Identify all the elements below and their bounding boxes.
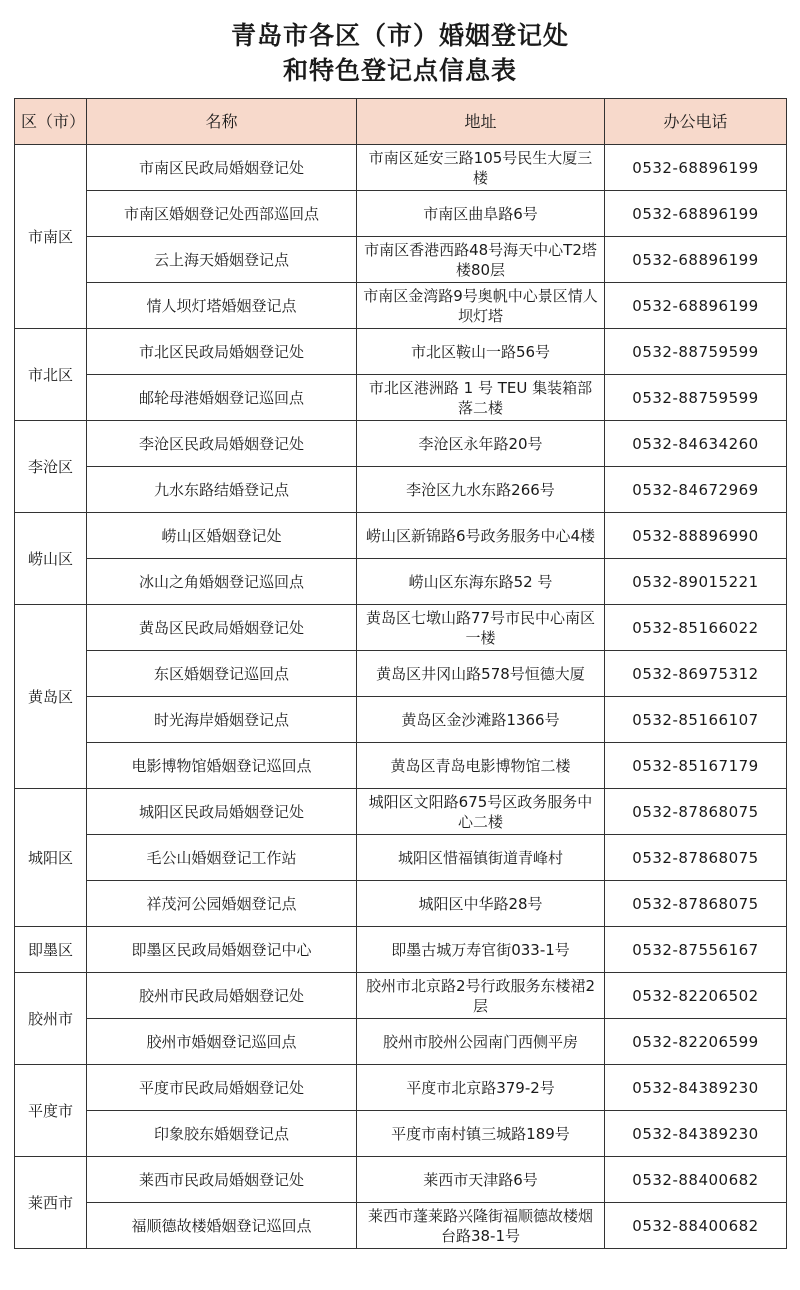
address-cell: 市南区延安三路105号民生大厦三楼 (357, 145, 605, 191)
address-cell: 黄岛区七墩山路77号市民中心南区一楼 (357, 605, 605, 651)
address-cell: 即墨古城万寿官街033-1号 (357, 927, 605, 973)
table-header-row (15, 99, 787, 145)
table-row (15, 191, 787, 237)
district-cell: 李沧区 (15, 421, 87, 513)
office-name-cell: 冰山之角婚姻登记巡回点 (87, 559, 357, 605)
table-row (15, 1019, 787, 1065)
office-name-cell: 城阳区民政局婚姻登记处 (87, 789, 357, 835)
address-cell: 平度市北京路379-2号 (357, 1065, 605, 1111)
table-row (15, 513, 787, 559)
office-name-cell: 黄岛区民政局婚姻登记处 (87, 605, 357, 651)
address-cell: 城阳区文阳路675号区政务服务中心二楼 (357, 789, 605, 835)
table-row (15, 375, 787, 421)
district-cell: 市南区 (15, 145, 87, 329)
address-cell: 城阳区中华路28号 (357, 881, 605, 927)
table-row (15, 329, 787, 375)
address-cell: 莱西市蓬莱路兴隆街福顺德故楼烟台路38-1号 (357, 1203, 605, 1249)
address-cell: 崂山区新锦路6号政务服务中心4楼 (357, 513, 605, 559)
office-name-cell: 东区婚姻登记巡回点 (87, 651, 357, 697)
office-name-cell: 云上海天婚姻登记点 (87, 237, 357, 283)
phone-cell: 0532-86975312 (605, 651, 787, 697)
address-cell: 黄岛区井冈山路578号恒德大厦 (357, 651, 605, 697)
office-name-cell: 福顺德故楼婚姻登记巡回点 (87, 1203, 357, 1249)
address-cell: 崂山区东海东路52 号 (357, 559, 605, 605)
district-cell: 黄岛区 (15, 605, 87, 789)
address-cell: 李沧区九水东路266号 (357, 467, 605, 513)
header-address: 地址 (357, 99, 605, 145)
phone-cell: 0532-89015221 (605, 559, 787, 605)
phone-cell: 0532-68896199 (605, 283, 787, 329)
table-row (15, 1065, 787, 1111)
office-name-cell: 市南区民政局婚姻登记处 (87, 145, 357, 191)
page-subtitle: 和特色登记点信息表 (282, 56, 517, 85)
header-name: 名称 (87, 99, 357, 145)
phone-cell: 0532-88759599 (605, 375, 787, 421)
page-title: 青岛市各区（市）婚姻登记处 (230, 21, 569, 50)
office-name-cell: 情人坝灯塔婚姻登记点 (87, 283, 357, 329)
phone-cell: 0532-87868075 (605, 789, 787, 835)
phone-cell: 0532-88400682 (605, 1157, 787, 1203)
address-cell: 李沧区永年路20号 (357, 421, 605, 467)
table-row (15, 237, 787, 283)
office-name-cell: 市北区民政局婚姻登记处 (87, 329, 357, 375)
phone-cell: 0532-85166107 (605, 697, 787, 743)
table-row (15, 835, 787, 881)
office-name-cell: 时光海岸婚姻登记点 (87, 697, 357, 743)
district-cell: 莱西市 (15, 1157, 87, 1249)
phone-cell: 0532-84672969 (605, 467, 787, 513)
office-name-cell: 市南区婚姻登记处西部巡回点 (87, 191, 357, 237)
district-cell: 城阳区 (15, 789, 87, 927)
office-name-cell: 胶州市民政局婚姻登记处 (87, 973, 357, 1019)
table-body (15, 145, 787, 1249)
phone-cell: 0532-84634260 (605, 421, 787, 467)
table-row (15, 467, 787, 513)
table-row (15, 651, 787, 697)
office-name-cell: 毛公山婚姻登记工作站 (87, 835, 357, 881)
address-cell: 市北区港洲路 1 号 TEU 集装箱部落二楼 (357, 375, 605, 421)
address-cell: 胶州市胶州公园南门西侧平房 (357, 1019, 605, 1065)
phone-cell: 0532-68896199 (605, 237, 787, 283)
district-cell: 市北区 (15, 329, 87, 421)
table-row (15, 1111, 787, 1157)
office-name-cell: 崂山区婚姻登记处 (87, 513, 357, 559)
table-row (15, 283, 787, 329)
address-cell: 莱西市天津路6号 (357, 1157, 605, 1203)
phone-cell: 0532-87868075 (605, 835, 787, 881)
table-row (15, 605, 787, 651)
table-row (15, 559, 787, 605)
table-row (15, 973, 787, 1019)
address-cell: 市南区金湾路9号奥帆中心景区情人坝灯塔 (357, 283, 605, 329)
address-cell: 市北区鞍山一路56号 (357, 329, 605, 375)
district-cell: 平度市 (15, 1065, 87, 1157)
office-name-cell: 九水东路结婚登记点 (87, 467, 357, 513)
phone-cell: 0532-82206599 (605, 1019, 787, 1065)
table-row (15, 421, 787, 467)
table-row (15, 743, 787, 789)
office-name-cell: 李沧区民政局婚姻登记处 (87, 421, 357, 467)
phone-cell: 0532-87868075 (605, 881, 787, 927)
district-cell: 即墨区 (15, 927, 87, 973)
table-row (15, 927, 787, 973)
address-cell: 黄岛区青岛电影博物馆二楼 (357, 743, 605, 789)
phone-cell: 0532-82206502 (605, 973, 787, 1019)
address-cell: 胶州市北京路2号行政服务东楼裙2层 (357, 973, 605, 1019)
address-cell: 城阳区惜福镇街道青峰村 (357, 835, 605, 881)
table-row (15, 145, 787, 191)
table-row (15, 1157, 787, 1203)
office-name-cell: 电影博物馆婚姻登记巡回点 (87, 743, 357, 789)
phone-cell: 0532-87556167 (605, 927, 787, 973)
info-table (14, 98, 787, 1249)
office-name-cell: 祥茂河公园婚姻登记点 (87, 881, 357, 927)
address-cell: 市南区曲阜路6号 (357, 191, 605, 237)
phone-cell: 0532-88896990 (605, 513, 787, 559)
address-cell: 平度市南村镇三城路189号 (357, 1111, 605, 1157)
district-cell: 崂山区 (15, 513, 87, 605)
office-name-cell: 印象胶东婚姻登记点 (87, 1111, 357, 1157)
address-cell: 黄岛区金沙滩路1366号 (357, 697, 605, 743)
phone-cell: 0532-68896199 (605, 145, 787, 191)
phone-cell: 0532-88400682 (605, 1203, 787, 1249)
office-name-cell: 即墨区民政局婚姻登记中心 (87, 927, 357, 973)
header-phone: 办公电话 (605, 99, 787, 145)
phone-cell: 0532-88759599 (605, 329, 787, 375)
table-row (15, 881, 787, 927)
phone-cell: 0532-85166022 (605, 605, 787, 651)
address-cell: 市南区香港西路48号海天中心T2塔楼80层 (357, 237, 605, 283)
table-row (15, 789, 787, 835)
office-name-cell: 邮轮母港婚姻登记巡回点 (87, 375, 357, 421)
header-district: 区（市） (15, 99, 87, 145)
table-row (15, 697, 787, 743)
table-row (15, 1203, 787, 1249)
phone-cell: 0532-68896199 (605, 191, 787, 237)
phone-cell: 0532-84389230 (605, 1111, 787, 1157)
office-name-cell: 平度市民政局婚姻登记处 (87, 1065, 357, 1111)
office-name-cell: 莱西市民政局婚姻登记处 (87, 1157, 357, 1203)
district-cell: 胶州市 (15, 973, 87, 1065)
office-name-cell: 胶州市婚姻登记巡回点 (87, 1019, 357, 1065)
phone-cell: 0532-84389230 (605, 1065, 787, 1111)
phone-cell: 0532-85167179 (605, 743, 787, 789)
